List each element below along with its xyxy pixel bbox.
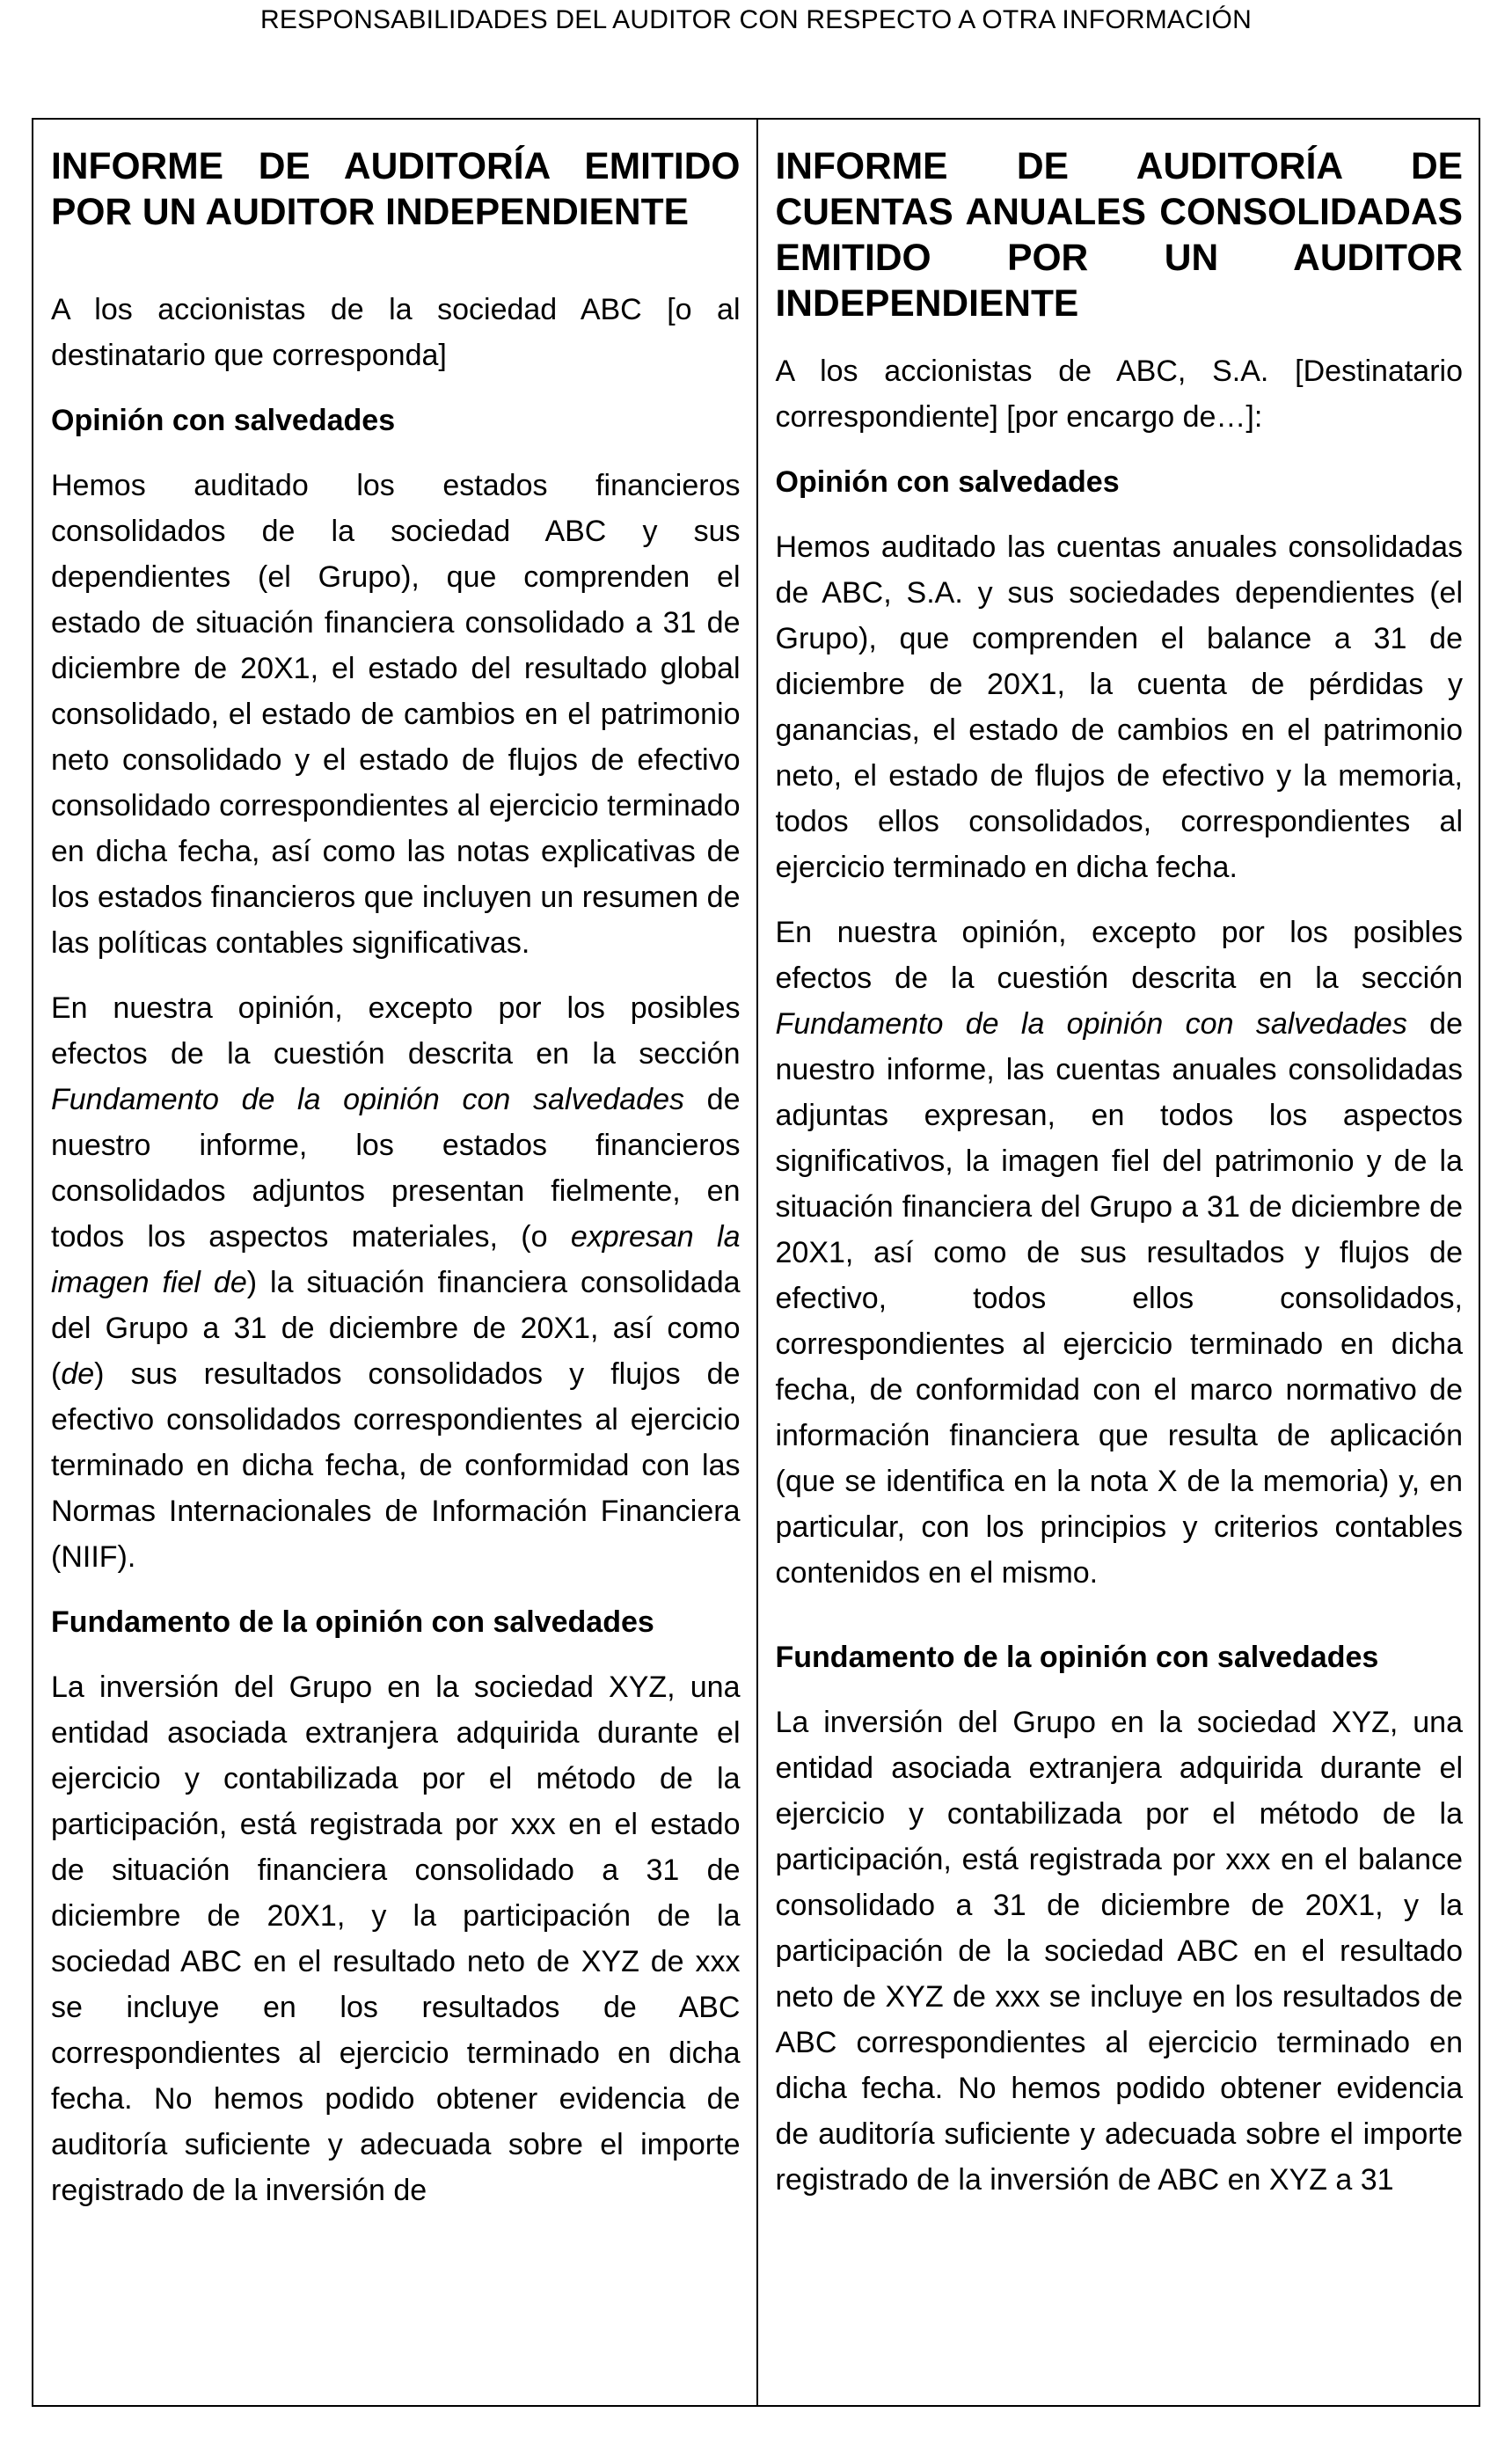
right-paragraph-3: La inversión del Grupo en la sociedad XYZ, una entidad asociada extranjera adquirida durante el ejercicio y contabilizada por el método de la participación, está registrada por xxx en el balance consolidado a 31 de diciembre de 20X1, y la participación de la sociedad ABC en el resultado neto de XYZ de xxx se incluye en los resultados de ABC correspondientes al ejercicio terminado en dicha fecha. No hemos podido obtener evidencia de auditoría suficiente y adecuada sobre el importe registrado de la inversión de ABC en XYZ a 31	[775, 1706, 1463, 2197]
left-opinion-heading: Opinión con salvedades	[51, 404, 396, 437]
running-header: RESPONSABILIDADES DEL AUDITOR CON RESPECTO A OTRA INFORMACIÓN	[260, 5, 1252, 34]
left-basis-heading: Fundamento de la opinión con salvedades	[51, 1605, 654, 1639]
right-column	[756, 120, 1479, 2405]
left-addressee: A los accionistas de la sociedad ABC [o al destinatario que corresponda]	[51, 293, 741, 372]
left-paragraph-3: La inversión del Grupo en la sociedad XYZ, una entidad asociada extranjera adquirida durante el ejercicio y contabilizada por el método de la participación, está registrada por xxx en el estado de situación financiera consolidado a 31 de diciembre de 20X1, y la participación de la sociedad ABC en el resultado neto de XYZ de xxx se incluye en los resultados de ABC correspondientes al ejercicio terminado en dicha fecha. No hemos podido obtener evidencia de auditoría suficiente y adecuada sobre el importe registrado de la inversión de	[51, 1671, 741, 2207]
left-paragraph-2: En nuestra opinión, excepto por los posibles efectos de la cuestión descrita en la sección Fundamento de la opinión con salvedades de nuestro informe, los estados financieros consolidados adjuntos presentan fielmente, en todos los aspectos materiales, (o expresan la imagen fiel de) la situación financiera consolidada del Grupo a 31 de diciembre de 20X1, así como (de) sus resultados consolidados y flujos de efectivo consolidados correspondientes al ejercicio terminado en dicha fecha, de conformidad con las Normas Internacionales de Información Financiera (NIIF).	[51, 991, 741, 1574]
comparison-table	[32, 118, 1480, 2407]
right-report-title: INFORME DE AUDITORÍA DE CUENTAS ANUALES CONSOLIDADAS EMITIDO POR UN AUDITOR INDEPENDIENTE	[775, 146, 1463, 325]
right-paragraph-2: En nuestra opinión, excepto por los posibles efectos de la cuestión descrita en la sección Fundamento de la opinión con salvedades de nuestro informe, las cuentas anuales consolidadas adjuntas expresan, en todos los aspectos significativos, la imagen fiel del patrimonio y de la situación financiera del Grupo a 31 de diciembre de 20X1, así como de sus resultados y flujos de efectivo, todos ellos consolidados, correspondientes al ejercicio terminado en dicha fecha, de conformidad con el marco normativo de información financiera que resulta de aplicación (que se identifica en la nota X de la memoria) y, en particular, con los principios y criterios contables contenidos en el mismo.	[775, 916, 1463, 1590]
right-addressee: A los accionistas de ABC, S.A. [Destinatario correspondiente] [por encargo de…]:	[775, 355, 1463, 434]
right-paragraph-1: Hemos auditado las cuentas anuales consolidadas de ABC, S.A. y sus sociedades dependientes (el Grupo), que comprenden el balance a 31 de diciembre de 20X1, la cuenta de pérdidas y ganancias, el estado de cambios en el patrimonio neto, el estado de flujos de efectivo y la memoria, todos ellos consolidados, correspondientes al ejercicio terminado en dicha fecha.	[775, 530, 1463, 884]
left-paragraph-1: Hemos auditado los estados financieros consolidados de la sociedad ABC y sus dependientes (el Grupo), que comprenden el estado de situación financiera consolidado a 31 de diciembre de 20X1, el estado del resultado global consolidado, el estado de cambios en el patrimonio neto consolidado y el estado de flujos de efectivo consolidado correspondientes al ejercicio terminado en dicha fecha, así como las notas explicativas de los estados financieros que incluyen un resumen de las políticas contables significativas.	[51, 469, 741, 960]
left-column	[33, 120, 756, 2405]
right-basis-heading: Fundamento de la opinión con salvedades	[775, 1641, 1379, 1674]
left-report-title: INFORME DE AUDITORÍA EMITIDO POR UN AUDITOR INDEPENDIENTE	[51, 146, 741, 233]
right-opinion-heading: Opinión con salvedades	[775, 465, 1120, 499]
